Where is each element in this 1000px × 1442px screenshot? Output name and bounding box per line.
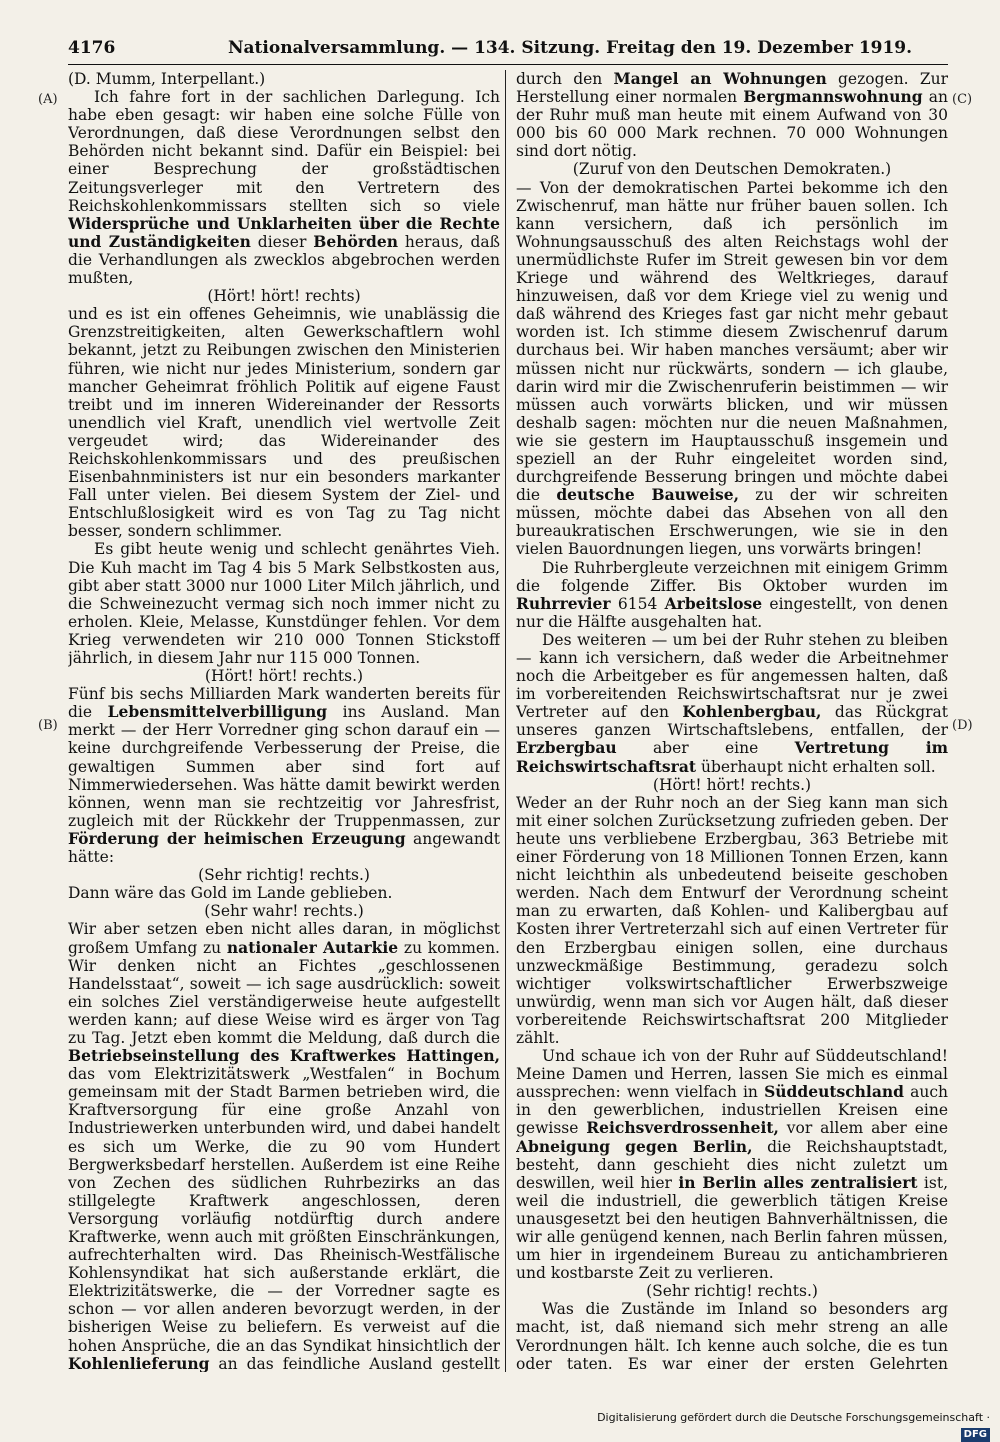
footer-credit (580, 1410, 990, 1440)
dfg-logo: DFG (961, 1428, 990, 1442)
paragraph: Wir aber setzen eben nicht alles daran, in möglichst großem Umfang zu nationaler Autarkie zu kommen. Wir denken nicht an Fichtes „geschlossenen Handelsstaat“, soweit — ich sage ausdrücklich: soweit ein solches Ziel verständigerweise heute aufgestellt werden kann; auf diese Weise wird es ärger von Tag zu Tag. Jetzt eben kommt die Meldung, daß durch die Betriebseinstellung des Kraftwerkes Hattingen, das vom Elektrizitätswerk „Westfalen“ in Bochum gemeinsam mit der Stadt Barmen betrieben wird, die Kraftversorgung für eine große Anzahl von Industriewerken unterbunden wird, und dabei handelt es sich um Werke, die zu 90 vom Hundert Bergwerksbedarf herstellen. Außerdem ist eine Reihe von Zechen des südlichen Ruhrbezirks an das stillgelegte Kraftwerk angeschlossen, deren Versorgung vorläufig notdürftig durch andere Kraftwerke, wenn auch mit größten Einschränkungen, aufrechterhalten wird. Das Rheinisch-Westfälische Kohlensyndikat hat sich außerstande erklärt, die Elektrizitätswerke, die — der Vorredner sagte es schon — vor allen anderen bevorzugt werden, in der bisherigen Weise zu beliefern. Es verweist auf die hohen Ansprüche, die an das Syndikat hinsichtlich der Kohlenlieferung an das feindliche Ausland gestellt (68, 920, 500, 1372)
interjection: (Hört! hört! rechts.) (652, 775, 812, 794)
paragraph: Des weiteren — um bei der Ruhr stehen zu bleiben — kann ich versichern, daß weder die Arbeitnehmer noch die Arbeitgeber es für angemessen halten, daß im vorbereitenden Reichswirtschaftsrat nur je zwei Vertreter auf den Kohlenbergbau, das Rückgrat unseres ganzen Wirtschaftslebens, entfallen, der Erzbergbau aber eine Vertretung im Reichswirtschaftsrat überhaupt nicht erhalten soll. (516, 630, 948, 776)
margin-marker-c: (C) (952, 92, 973, 107)
paragraph: Die Ruhrbergleute verzeichnen mit einigem Grimm die folgende Ziffer. Bis Oktober wurden im Ruhrrevier 6154 Arbeitslose eingestellt, von denen nur die Hälfte ausgehalten hat. (516, 558, 948, 631)
interjection: (Sehr richtig! rechts.) (646, 1282, 818, 1301)
column-divider (505, 70, 506, 1372)
paragraph: Weder an der Ruhr noch an der Sieg kann man sich mit einer solchen Zurücksetzung zufrieden geben. Der heute uns verbliebene Erzbergbau, 363 Betriebe mit einer Förderung von 18 Millionen Tonnen Erzen, kann nicht leichthin als unbedeutend beiseite geschoben werden. Nach dem Entwurf der Verordnung scheint man zu erwarten, daß Kohlen- und Kalibergbau auf Kosten ihrer Vertreterzahl sich auf einen Vertreter für den Erzbergbau einigen sollen, eine durchaus unzweckmäßige Bestimmung, geradezu solch wichtiger volkswirtschaftlicher Erwerbszweige unwürdig, wenn man sich vor Augen hält, daß dieser vorbereitende Reichswirtschaftsrat 200 Mitglieder zählt. (516, 793, 948, 1047)
margin-marker-b: (B) (38, 718, 58, 733)
left-column (68, 70, 500, 1372)
credit-text: Digitalisierung gefördert durch die Deutsche Forschungsgemeinschaft · (597, 1411, 990, 1424)
paragraph: Dann wäre das Gold im Lande geblieben. (68, 884, 393, 903)
paragraph: und es ist ein offenes Geheimnis, wie unablässig die Grenzstreitigkeiten, alten Gewerkschaftlern wohl bekannt, jetzt zu Reibungen zwischen den Ministerien führen, wie nicht nur jedes Ministerium, sondern gar mancher Geheimrat fröhlich Politik auf eigene Faust treibt und im inneren Widereinander der Ressorts unendlich viel Kraft, unendlich viel wertvolle Zeit vergeudet wird; das Widereinander des Reichskohlenkommissars und des preußischen Eisenbahnministers ist nur ein besonders markanter Fall unter vielen. Bei diesem System der Ziel- und Entschlußlosigkeit wird es von Tag zu Tag nicht besser, sondern schlimmer. (68, 305, 500, 541)
paragraph: Ich fahre fort in der sachlichen Darlegung. Ich habe eben gesagt: wir haben eine solche Fülle von Verordnungen, daß diese Verordnungen selbst den Behörden nicht bekannt sind. Dafür ein Beispiel: bei einer Besprechung der großstädtischen Zeitungsverleger mit den Vertretern des Reichskohlenkommissars stellten sich so viele Widersprüche und Unklarheiten über die Rechte und Zuständigkeiten dieser Behörden heraus, daß die Verhandlungen als zwecklos abgebrochen werden mußten, (68, 88, 500, 288)
paragraph: Fünf bis sechs Milliarden Mark wanderten bereits für die Lebensmittelverbilligung ins Ausland. Man merkt — der Herr Vorredner ging schon darauf ein — keine durchgreifende Verbesserung der Preise, die gewaltigen Summen aber sind fort auf Nimmerwiedersehen. Was hätte damit bewirkt werden können, wenn man sie rechtzeitig vor Jahresfrist, zugleich mit der Rückkehr der Truppenmassen, zur Förderung der heimischen Erzeugung angewandt hätte: (68, 685, 500, 867)
interjection: (Hört! hört! rechts) (207, 287, 361, 306)
header-rule (68, 64, 948, 65)
paragraph: — Von der demokratischen Partei bekomme ich den Zwischenruf, man hätte nur früher bauen sollen. Ich kann versichern, daß ich persönlich im Wohnungsausschuß des alten Reichstags wohl der unermüdlichste Rufer im Streit gewesen bin vor dem Kriege und während des Weltkrieges, darauf hinzuweisen, daß vor dem Kriege viel zu wenig und daß während des Krieges fast gar nicht mehr gebaut worden ist. Ich stimme diesem Zwischenruf darum durchaus bei. Wir haben manches versäumt; aber wir müssen nicht nur rückwärts, sondern — ich glaube, darin wird mir die Zwischenruferin beistimmen — wir müssen auch vorwärts blicken, und wir müssen deshalb sagen: möchten nur die neuen Maßnahmen, wie sie gestern im Hauptausschuß insgemein und speziell an der Ruhr eingeleitet worden sind, durchgreifende Besserung bringen und möchte dabei die deutsche Bauweise, zu der wir schreiten müssen, möchte dabei das Absehen von all den bureaukratischen Erschwerungen, wie sie in den vielen Bauordnungen liegen, uns vorwärts bringen! (516, 178, 948, 559)
right-column (516, 70, 948, 1372)
running-title: Nationalversammlung. — 134. Sitzung. Freitag den 19. Dezember 1919. (228, 38, 913, 58)
page-number: 4176 (68, 38, 116, 58)
paragraph: Es gibt heute wenig und schlecht genährtes Vieh. Die Kuh macht im Tag 4 bis 5 Mark Selbstkosten aus, gibt aber statt 3000 nur 1000 Liter Milch jährlich, und die Schweinezucht vermag sich noch immer nicht zu erholen. Kleie, Melasse, Kunstdünger fehlen. Vor dem Krieg verwendeten wir 210 000 Tonnen Stickstoff jährlich, in diesem Jahr nur 115 000 Tonnen. (68, 540, 500, 667)
speaker-note: (D. Mumm, Interpellant.) (68, 70, 266, 88)
interjection: (Sehr wahr! rechts.) (204, 902, 364, 921)
paragraph: durch den Mangel an Wohnungen gezogen. Zur Herstellung einer normalen Bergmannswohnung an der Ruhr muß man heute mit einem Aufwand von 30 000 bis 60 000 Mark rechnen. 70 000 Wohnungen sind dort nötig. (516, 70, 948, 161)
interjection: (Hört! hört! rechts.) (204, 667, 364, 686)
interjection: (Sehr richtig! rechts.) (198, 866, 370, 885)
margin-marker-a: (A) (38, 92, 58, 107)
margin-marker-d: (D) (952, 718, 973, 733)
paragraph: Was die Zustände im Inland so besonders arg macht, ist, daß niemand sich mehr streng an alle Verordnungen hält. Ich kenne auch solche, die es tun oder taten. Es war einer der ersten Gelehrten (516, 1300, 948, 1372)
interjection: (Zuruf von den Deutschen Demokraten.) (572, 160, 892, 179)
paragraph: Und schaue ich von der Ruhr auf Süddeutschland! Meine Damen und Herren, lassen Sie mich es einmal aussprechen: wenn vielfach in Süddeutschland auch in den gewerblichen, industriellen Kreisen eine gewisse Reichsverdrossenheit, vor allem aber eine Abneigung gegen Berlin, die Reichshauptstadt, besteht, dann geschieht dies nicht zuletzt um deswillen, weil hier in Berlin alles zentralisiert ist, weil die industriell, die gewerblich tätigen Kreise unausgesetzt bei den heutigen Bahnverhältnissen, die wir alle genügend kennen, nach Berlin fahren müssen, um hier in irgendeinem Bureau zu antichambrieren und kostbarste Zeit zu verlieren. (516, 1047, 948, 1283)
page-header (68, 36, 932, 60)
